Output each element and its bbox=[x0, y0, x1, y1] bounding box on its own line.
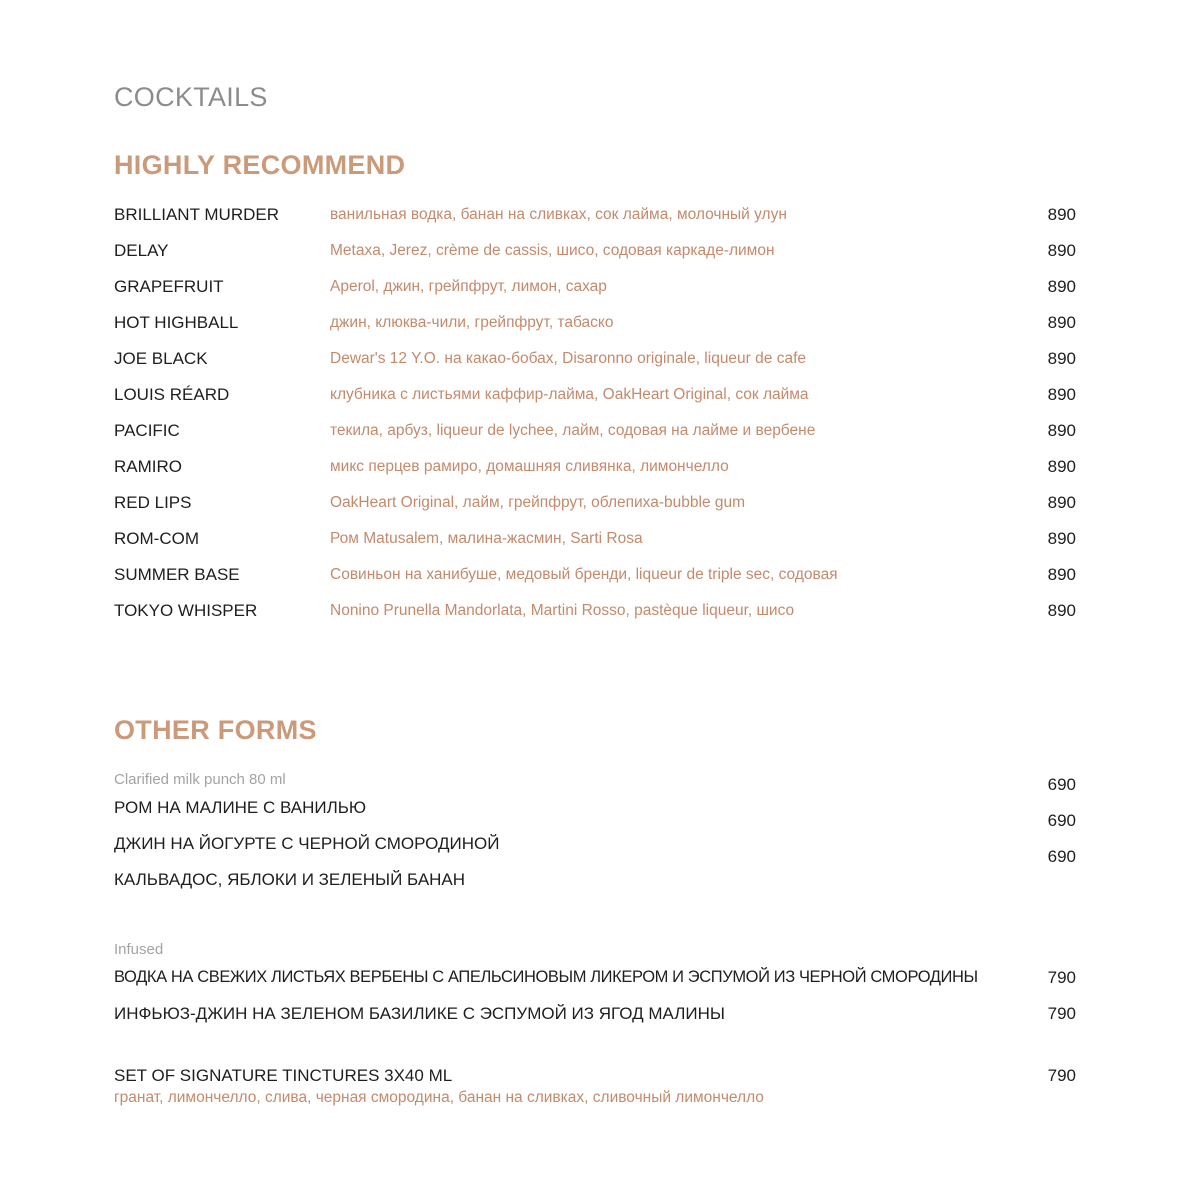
section-title-highly-recommend: HIGHLY RECOMMEND bbox=[114, 150, 406, 180]
item-name: JOE BLACK bbox=[114, 349, 208, 368]
item-price: 890 bbox=[1047, 313, 1076, 332]
item-name: RED LIPS bbox=[114, 493, 192, 512]
item-price: 890 bbox=[1047, 277, 1076, 296]
item-name: RAMIRO bbox=[114, 457, 182, 476]
item-name: LOUIS RÉARD bbox=[114, 385, 230, 404]
item-description: джин, клюква-чили, грейпфрут, табаско bbox=[330, 314, 614, 331]
infused-price: 790 bbox=[1047, 1004, 1076, 1023]
item-price: 890 bbox=[1047, 457, 1076, 476]
item-description: ванильная водка, банан на сливках, сок лайма, молочный улун bbox=[330, 206, 787, 223]
item-description: Metaxa, Jerez, crème de cassis, шисо, содовая каркаде-лимон bbox=[330, 242, 775, 259]
clarified-subtitle: Clarified milk punch 80 ml bbox=[114, 771, 286, 788]
menu-row bbox=[114, 457, 1076, 481]
item-price: 890 bbox=[1047, 601, 1076, 620]
clarified-price: 690 bbox=[1047, 847, 1076, 866]
set-description: гранат, лимончелло, слива, черная смородина, банан на сливках, сливочный лимончелло bbox=[114, 1089, 764, 1106]
item-description: текила, арбуз, liqueur de lychee, лайм, содовая на лайме и вербене bbox=[330, 422, 816, 439]
item-price: 890 bbox=[1047, 205, 1076, 224]
item-name: BRILLIANT MURDER bbox=[114, 205, 279, 224]
menu-row bbox=[114, 385, 1076, 409]
clarified-price: 690 bbox=[1047, 775, 1076, 794]
item-description: Ром Matusalem, малина-жасмин, Sarti Rosa bbox=[330, 530, 643, 547]
section-title-other-forms: OTHER FORMS bbox=[114, 715, 317, 745]
menu-row bbox=[114, 313, 1076, 337]
item-name: PACIFIC bbox=[114, 421, 180, 440]
item-name: SUMMER BASE bbox=[114, 565, 240, 584]
item-name: HOT HIGHBALL bbox=[114, 313, 239, 332]
menu-row bbox=[114, 601, 1076, 625]
item-description: микс перцев рамиро, домашняя сливянка, лимончелло bbox=[330, 458, 729, 475]
menu-row bbox=[114, 493, 1076, 517]
set-name: SET OF SIGNATURE TINCTURES 3X40 ML bbox=[114, 1066, 453, 1085]
clarified-item: ДЖИН НА ЙОГУРТЕ С ЧЕРНОЙ СМОРОДИНОЙ bbox=[114, 834, 500, 853]
item-price: 890 bbox=[1047, 565, 1076, 584]
item-name: ROM-COM bbox=[114, 529, 199, 548]
item-description: Совиньон на ханибуше, медовый бренди, liqueur de triple sec, содовая bbox=[330, 566, 838, 583]
menu-row bbox=[114, 205, 1076, 229]
menu-row bbox=[114, 349, 1076, 373]
item-name: TOKYO WHISPER bbox=[114, 601, 258, 620]
clarified-price: 690 bbox=[1047, 811, 1076, 830]
clarified-item: КАЛЬВАДОС, ЯБЛОКИ И ЗЕЛЕНЫЙ БАНАН bbox=[114, 870, 466, 889]
item-price: 890 bbox=[1047, 529, 1076, 548]
item-name: GRAPEFRUIT bbox=[114, 277, 224, 296]
menu-row bbox=[114, 565, 1076, 589]
item-description: клубника с листьями каффир-лайма, OakHeart Original, сок лайма bbox=[330, 386, 809, 403]
item-description: Aperol, джин, грейпфрут, лимон, сахар bbox=[330, 278, 607, 295]
page-title: COCKTAILS bbox=[114, 82, 268, 112]
item-description: Dewar's 12 Y.O. на какао-бобах, Disaronno originale, liqueur de cafe bbox=[330, 350, 806, 367]
infused-item: ВОДКА НА СВЕЖИХ ЛИСТЬЯХ ВЕРБЕНЫ С АПЕЛЬСИНОВЫМ ЛИКЕРОМ И ЭСПУМОЙ ИЗ ЧЕРНОЙ СМОРОДИНЫ bbox=[114, 968, 978, 986]
menu-row bbox=[114, 529, 1076, 553]
item-name: DELAY bbox=[114, 241, 169, 260]
item-price: 890 bbox=[1047, 241, 1076, 260]
clarified-item: РОМ НА МАЛИНЕ С ВАНИЛЬЮ bbox=[114, 798, 367, 817]
item-price: 890 bbox=[1047, 493, 1076, 512]
menu-row bbox=[114, 277, 1076, 301]
item-description: Nonino Prunella Mandorlata, Martini Rosso, pastèque liqueur, шисо bbox=[330, 602, 795, 619]
item-price: 890 bbox=[1047, 421, 1076, 440]
infused-item: ИНФЬЮЗ-ДЖИН НА ЗЕЛЕНОМ БАЗИЛИКЕ С ЭСПУМОЙ ИЗ ЯГОД МАЛИНЫ bbox=[114, 1004, 725, 1023]
set-price: 790 bbox=[1047, 1066, 1076, 1085]
menu-row bbox=[114, 241, 1076, 265]
menu-row bbox=[114, 421, 1076, 445]
item-price: 890 bbox=[1047, 349, 1076, 368]
item-description: OakHeart Original, лайм, грейпфрут, облепиха-bubble gum bbox=[330, 494, 746, 511]
infused-price: 790 bbox=[1047, 968, 1076, 987]
item-price: 890 bbox=[1047, 385, 1076, 404]
infused-subtitle: Infused bbox=[114, 941, 164, 958]
